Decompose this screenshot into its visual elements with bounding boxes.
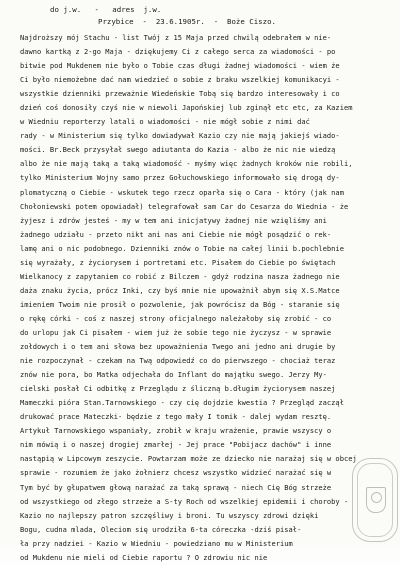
letter-line: Tym być by głupatwem głową narażać za taką sprawą - niech Cię Bóg strzeże [20, 482, 332, 492]
letter-line: żyjesz i zdrów jesteś - my w tem ani inicjatywy żadnej nie wzięliśmy ani [20, 215, 327, 225]
letter-line: wszystkie dzienniki przeważnie Wiedeńskie Tobą się bardzo interesowały i co [20, 89, 340, 99]
letter-line: albo że nie mają taką a taką wiadomość - myśmy więc żadnych kroków nie robili, [20, 159, 353, 169]
letter-line: o rękę córki - coś z naszej strony oficjalnego należałoby się zrobić - co [20, 313, 332, 323]
stamp-shield-icon [366, 487, 386, 513]
letter-line: sprawie - rozumiem że jako żołnierz chcesz wszystko widzieć narażać się w [20, 468, 332, 478]
date-place-line: Przybice - 23.6.1905r. - Boże Ciszo. [98, 17, 276, 26]
letter-line: znów nie pora, bo Matka odjechała do Inflant do majątku swego. Jerzy My- [20, 370, 327, 380]
letter-line: od wszystkiego od złego strzeże a S-ty Roch od wszelkiej epidemii i choroby - [20, 496, 349, 506]
letter-line: nim mówią i o naszej drogiej zmarłej - Jej prace "Pobijacz dachów" i inne [20, 440, 332, 450]
address-line: do j.w. - adres j.w. [50, 5, 162, 14]
library-stamp [352, 458, 398, 542]
letter-line: Chołoniewski potem opowiadał) telegrafował sam Car do Cesarza do Wiednia - że [20, 201, 349, 211]
letter-line: Wielkanocy z zapytaniem co robić z Bilczem - gdyż rodzina nasza żadnego nie [20, 271, 340, 281]
letter-line: drukować prace Mateczki- będzie z tego mały I tomik - dalej wydam resztę. [20, 412, 332, 422]
letter-line: nie rozpoczynał - czekam na Twą odpowiedź co do pierwszego - chociaż teraz [20, 356, 336, 366]
letter-line: imieniem Twoim nie prosił o pozwolenie, jak powrócisz da Bóg - staranie się [20, 299, 340, 309]
letter-line: się wyrażały, z życiorysem i portretami etc. Pisałem do Ciebie po świętach [20, 257, 336, 267]
letter-line: Bogu, cudna mlada, Oleciom się urodziła 6-ta córeczka -dziś pisał- [20, 524, 302, 534]
letter-line: Mameczki pióra Stan.Tarnowskiego - czy cię dojdzie kwestia ? Przegląd zaczął [20, 398, 344, 408]
letter-line: do urlopu jak Ci pisałem - wiem już że sobie tego nie życzysz - w sprawie [20, 327, 332, 337]
letter-line: w Wiedniu reporterzy latali o wiadomości - nie mógł sobie z nimi dać [20, 117, 310, 127]
letter-line: żadnego udziału - przeto nikt ani nas ani Ciebie nie mógł posądzić o rek- [20, 229, 332, 239]
letter-line: od Mukdenu nie mieli od Ciebie raportu ? O zdrowiu nic nie [20, 552, 268, 562]
letter-line: dawno kartką z 2-go Maja - dziękujemy Ci z całego serca za wiadomości - po [20, 47, 336, 57]
letter-line: ła przy nadziei - Kazio w Wiedniu - powiedziano mu w Ministerium [20, 538, 293, 548]
letter-line: tylko Ministerium Wojny samo przez Gołuchowskiego informowało się drogą dy- [20, 173, 340, 183]
letter-line: Artykuł Tarnowskiego wspaniały, zrobił w kraju wrażenie, prawie wszyscy o [20, 426, 332, 436]
letter-line: Kazio no najlepszy patron szczęśliwy i broni. Tu wszyscy zdrowi dzięki [20, 510, 319, 520]
letter-line: bitwie pod Mukdenem nie było o Tobie czas długi żadnej wiadomości - wiem że [20, 61, 340, 71]
letter-line: lamę ani o nic podobnego. Dzienniki znów o Tobie na całej linii b.pochlebnie [20, 243, 344, 253]
letter-line: Najdroższy mój Stachu - list Twój z 15 Maja przed chwilą odebrałem w nie- [20, 33, 332, 42]
letter-line: rady - w Ministerium się tylko dowiadywał Kazio czy nie mają jakiejś wiado- [20, 131, 340, 141]
letter-line: mości. Br.Beck przysyłał swego adiutanta do Kazia - albo że nic nie wiedzą [20, 145, 336, 155]
letter-line: Ci było niemożebne dać nam wiedzieć o sobie z braku wszelkiej komunikacyi - [20, 75, 340, 85]
letter-line: plomatyczną o Ciebie - wskutek tego rzecz oparła się o Cara - który (jak nam [20, 187, 344, 197]
letter-line: cielski posłał Ci odbitkę z Przeglądu z śliczną b.długim życiorysem naszej [20, 384, 336, 394]
letter-line: dzień coś donosiły czyś nie w niewoli Japońskiej lub zginął etc etc, za Kaziem [20, 103, 353, 113]
letter-line: daża znaku życia, prócz Inki, czy byś mnie nie upoważnił abym się X.S.Matce [20, 285, 340, 295]
letter-body [20, 31, 392, 565]
letter-line: zołdowych i o tem ani słowa bez upoważnienia Twego ani jedno ani drugie by [20, 342, 336, 352]
letter-line: nastąpią w Lipcowym zeszycie. Powtarzam może ze dziecko nie narażaj się w obcej [20, 454, 357, 464]
